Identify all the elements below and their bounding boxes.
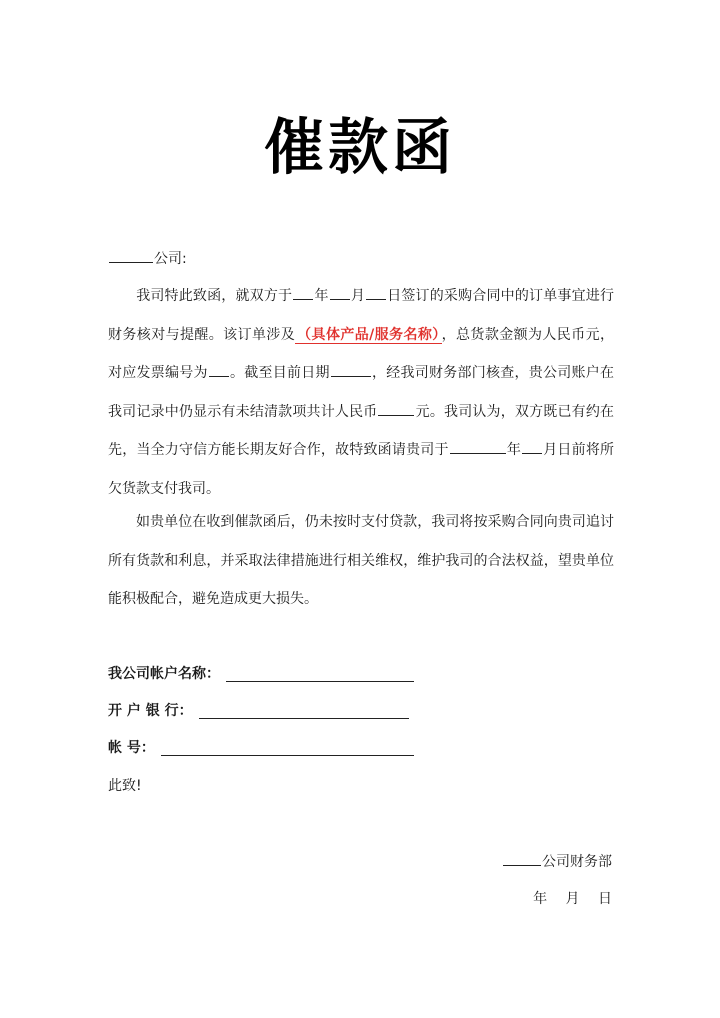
date-blank	[331, 362, 371, 377]
month-blank	[330, 285, 350, 300]
signature-company-blank	[503, 851, 541, 866]
product-name-placeholder: （具体产品/服务名称）	[297, 326, 440, 343]
amount-blank	[378, 401, 414, 416]
paragraph-1: 我司特此致函，就双方于 年 月 日签订的采购合同中的订单事宜进行财务核对与提醒。该订单涉及 （具体产品/服务名称） ，总货款金额为人民币元，对应发票编号为 。截至目前日期 ，经我司财务部门核查，贵公司账户在我司记录中仍显示有未结清款项共计人民币 元。我司认为，双方既已有约在先，当全力守信方能长期友好合作，故特致函请贵司于 年 月日前将所欠货款支付我司。	[108, 277, 614, 508]
salutation-suffix: 公司:	[154, 251, 187, 267]
signature-date: 年 月 日	[533, 891, 612, 907]
document-title: 催款函	[264, 113, 456, 183]
signature	[502, 850, 612, 874]
salutation	[108, 247, 187, 271]
account-number-line	[161, 741, 414, 756]
company-name-blank	[109, 248, 153, 263]
day-blank	[366, 285, 386, 300]
invoice-number-blank	[209, 362, 229, 377]
year-blank	[293, 285, 313, 300]
account-number-field	[108, 736, 414, 760]
account-number-label: 帐 号：	[108, 740, 155, 756]
due-year-blank	[450, 439, 506, 454]
bank-field	[108, 699, 409, 723]
signature-suffix: 公司财务部	[542, 854, 612, 870]
account-name-line	[226, 667, 414, 682]
account-name-field	[108, 662, 414, 686]
due-month-blank	[522, 439, 542, 454]
bank-label: 开 户 银 行：	[108, 703, 193, 719]
account-name-label: 我公司帐户名称：	[108, 666, 220, 682]
paragraph-2: 如贵单位在收到催款函后，仍未按时支付贷款，我司将按采购合同向贵司追讨所有货款和利息，并采取法律措施进行相关维权，维护我司的合法权益，望贵单位能积极配合，避免造成更大损失。	[108, 514, 614, 607]
closing-text: 此致!	[108, 778, 142, 794]
bank-line	[199, 704, 409, 719]
